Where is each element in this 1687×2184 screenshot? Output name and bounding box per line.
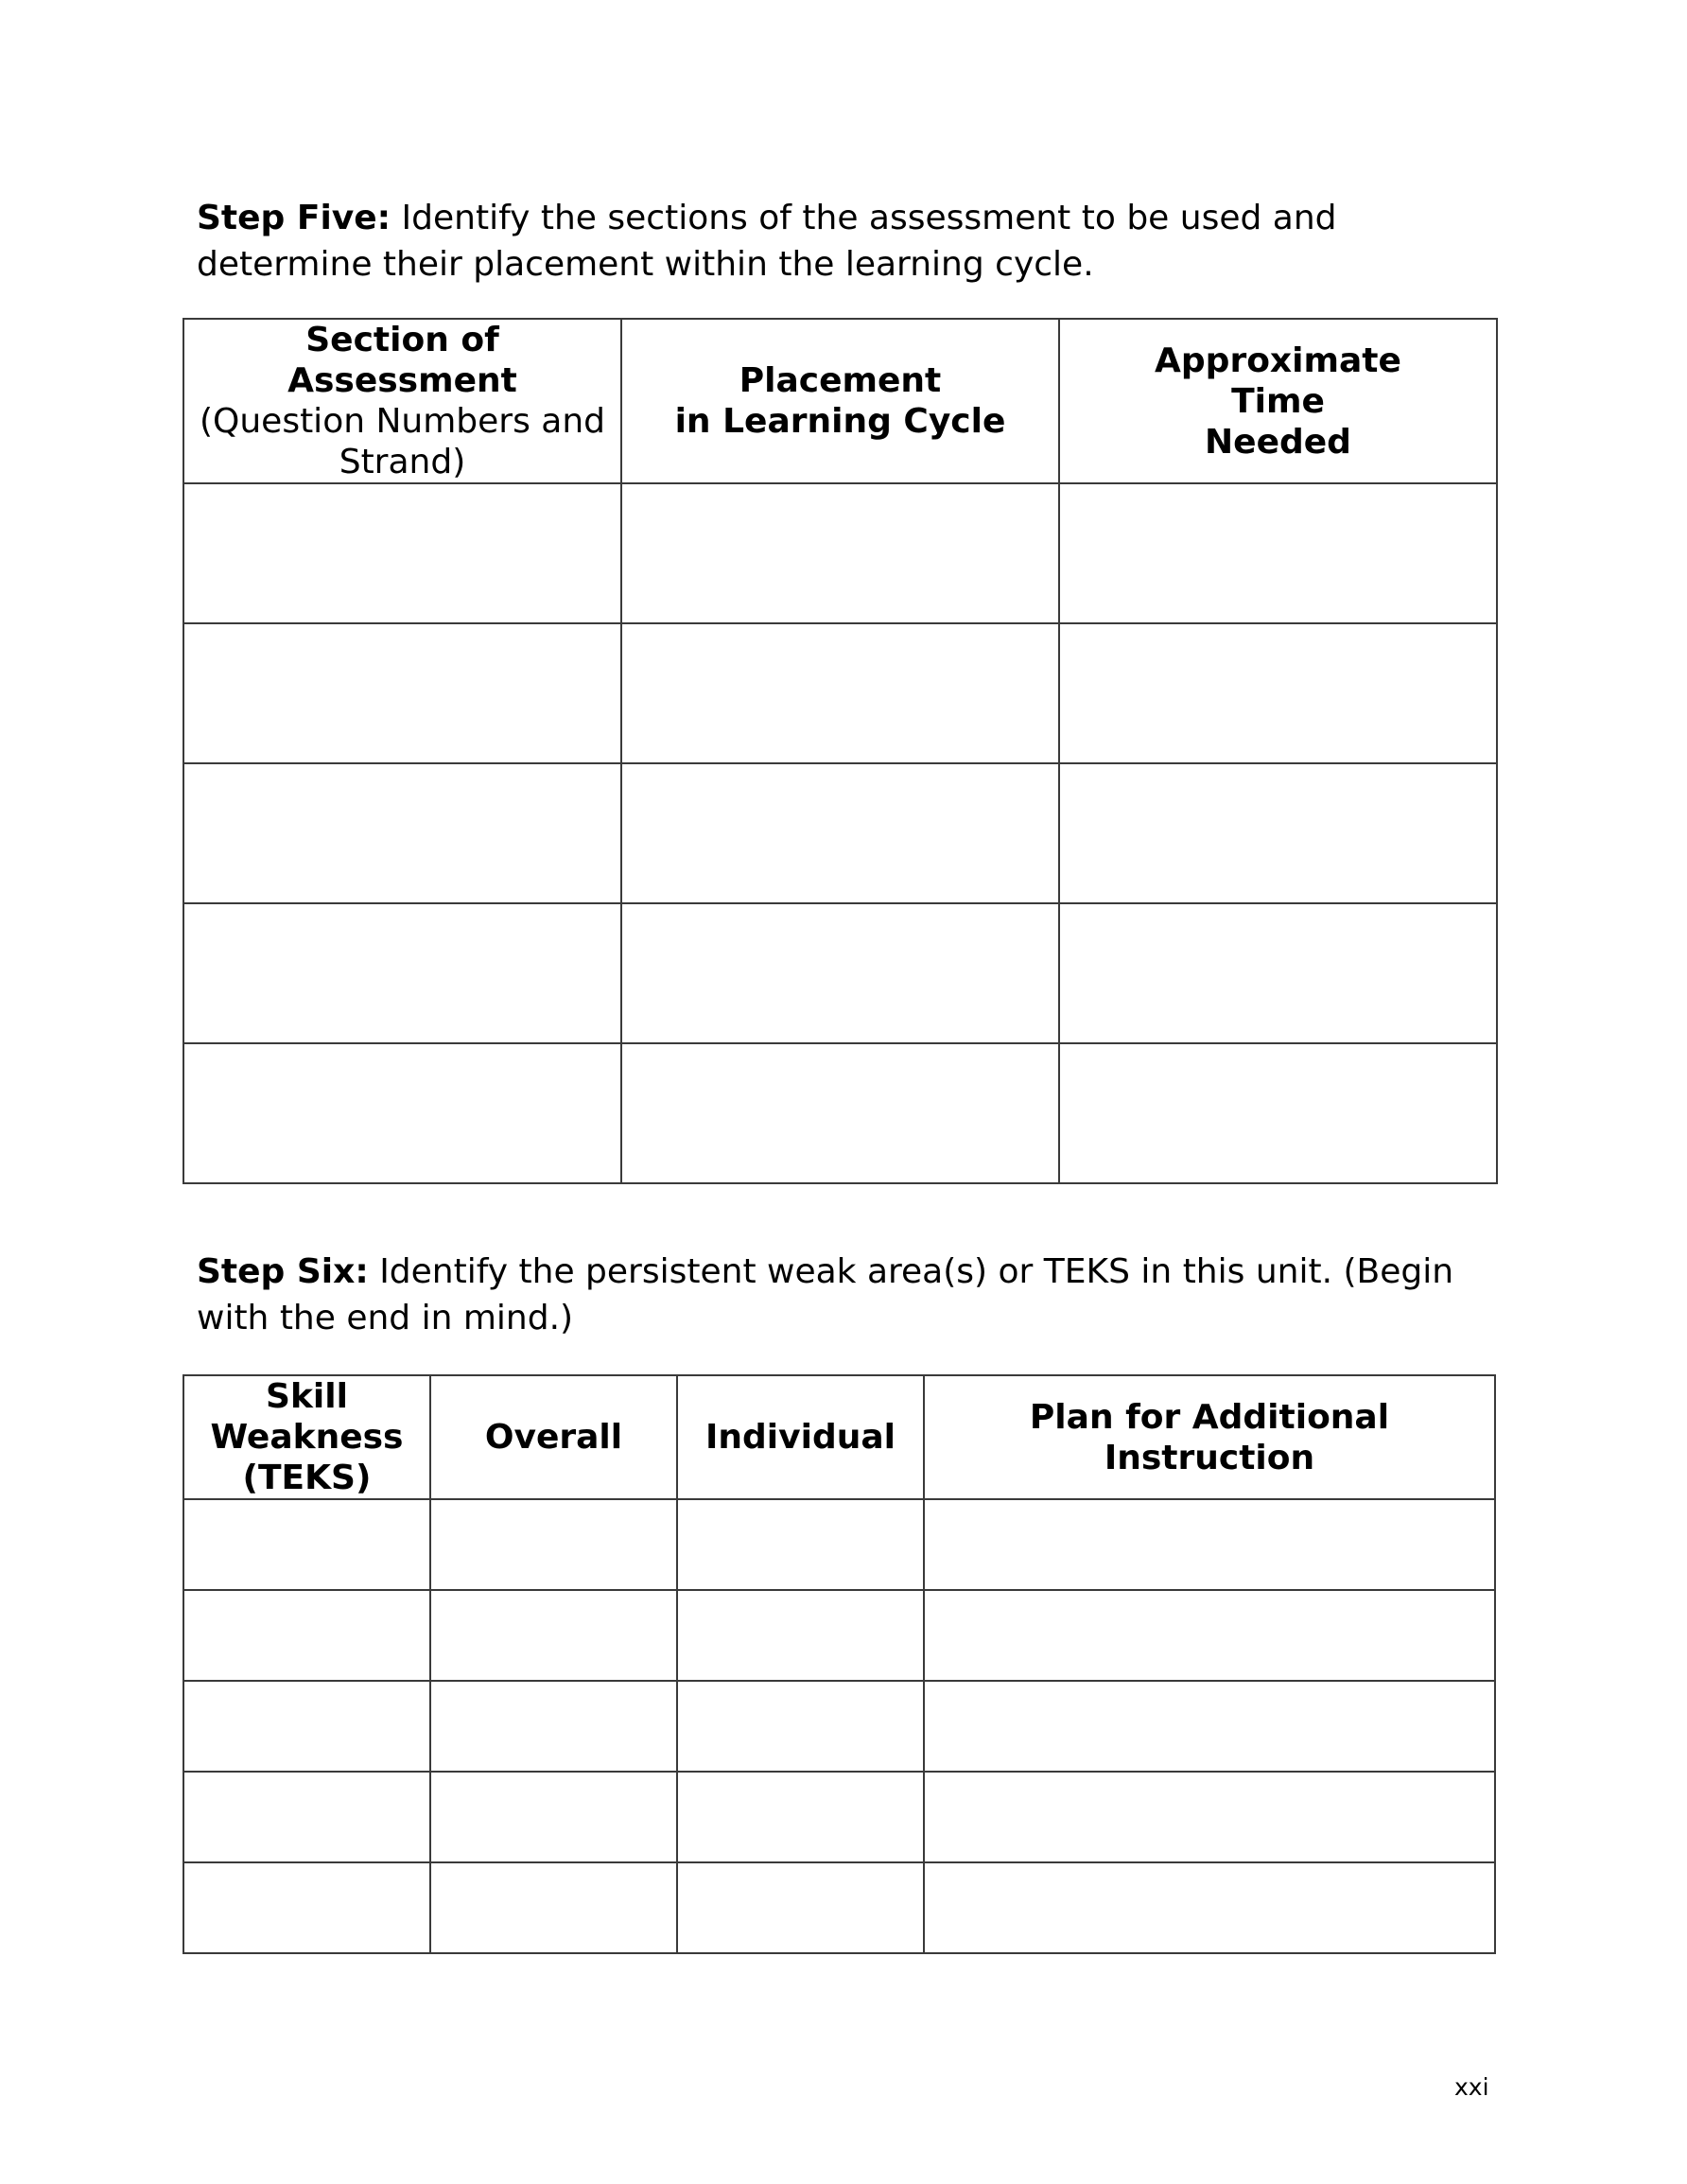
table-cell[interactable] <box>183 1590 430 1681</box>
header-text: (TEKS) <box>242 1459 372 1497</box>
header-overall <box>430 1375 677 1499</box>
table-row <box>183 483 1497 623</box>
table-cell[interactable] <box>1059 623 1497 763</box>
table-cell[interactable] <box>183 1681 430 1772</box>
table-row <box>183 623 1497 763</box>
table-cell[interactable] <box>1059 483 1497 623</box>
step-five-text: Identify the sections of the assessment to be used and determine their placement within the learning cycle. <box>197 199 1337 284</box>
header-subtext: (Question Numbers and Strand) <box>199 402 606 481</box>
table-cell[interactable] <box>430 1772 677 1862</box>
table-row <box>183 1043 1497 1183</box>
header-section-of-assessment <box>183 319 621 483</box>
table-cell[interactable] <box>677 1590 924 1681</box>
table-cell[interactable] <box>1059 1043 1497 1183</box>
table-cell[interactable] <box>1059 763 1497 903</box>
table-row <box>183 1590 1495 1681</box>
table-cell[interactable] <box>430 1590 677 1681</box>
header-text: Placement <box>739 361 942 400</box>
table-cell[interactable] <box>621 903 1059 1043</box>
header-text: in Learning Cycle <box>674 402 1006 441</box>
header-placement-in-learning-cycle <box>621 319 1059 483</box>
table-row <box>183 1862 1495 1953</box>
table-cell[interactable] <box>430 1681 677 1772</box>
page-number: xxi <box>1454 2073 1489 2101</box>
table-cell[interactable] <box>183 763 621 903</box>
table-cell[interactable] <box>924 1862 1495 1953</box>
table-cell[interactable] <box>430 1862 677 1953</box>
header-text: Needed <box>1205 422 1351 462</box>
step-five-label: Step Five: <box>197 199 391 237</box>
table-row <box>183 903 1497 1043</box>
table-cell[interactable] <box>677 1681 924 1772</box>
step-six-label: Step Six: <box>197 1252 369 1291</box>
table-cell[interactable] <box>621 623 1059 763</box>
table-cell[interactable] <box>183 1043 621 1183</box>
table-cell[interactable] <box>183 1772 430 1862</box>
table-cell[interactable] <box>621 483 1059 623</box>
header-text: Overall <box>484 1418 623 1457</box>
step-six-instructions <box>197 1249 1521 1341</box>
table-cell[interactable] <box>1059 903 1497 1043</box>
header-text: Section of <box>305 321 499 359</box>
table-cell[interactable] <box>924 1681 1495 1772</box>
step-five-instructions <box>197 195 1521 288</box>
header-plan-for-additional-instruction <box>924 1375 1495 1499</box>
step-five-table <box>183 318 1498 1184</box>
table-header-row <box>183 1375 1495 1499</box>
header-text: Weakness <box>210 1418 404 1457</box>
table-cell[interactable] <box>183 1499 430 1590</box>
step-six-text: Identify the persistent weak area(s) or TEKS in this unit. (Begin with the end in mind.) <box>197 1252 1454 1337</box>
header-text: Plan for Additional <box>1029 1397 1390 1437</box>
table-cell[interactable] <box>677 1772 924 1862</box>
header-skill-weakness <box>183 1375 430 1499</box>
table-cell[interactable] <box>183 903 621 1043</box>
table-cell[interactable] <box>924 1499 1495 1590</box>
table-cell[interactable] <box>183 483 621 623</box>
table-header-row <box>183 319 1497 483</box>
header-text: Skill <box>266 1377 348 1416</box>
header-approximate-time-needed <box>1059 319 1497 483</box>
table-row <box>183 1681 1495 1772</box>
header-individual <box>677 1375 924 1499</box>
table-cell[interactable] <box>924 1772 1495 1862</box>
table-cell[interactable] <box>183 1862 430 1953</box>
table-cell[interactable] <box>677 1499 924 1590</box>
step-six-table <box>183 1374 1496 1954</box>
header-text: Time <box>1231 381 1325 421</box>
header-text: Approximate <box>1155 341 1401 380</box>
table-cell[interactable] <box>677 1862 924 1953</box>
table-row <box>183 1772 1495 1862</box>
table-cell[interactable] <box>430 1499 677 1590</box>
table-cell[interactable] <box>924 1590 1495 1681</box>
header-text: Instruction <box>1104 1438 1315 1477</box>
table-row <box>183 763 1497 903</box>
table-cell[interactable] <box>621 763 1059 903</box>
header-text: Assessment <box>287 361 517 400</box>
header-text: Individual <box>705 1418 896 1457</box>
table-cell[interactable] <box>621 1043 1059 1183</box>
table-row <box>183 1499 1495 1590</box>
table-cell[interactable] <box>183 623 621 763</box>
